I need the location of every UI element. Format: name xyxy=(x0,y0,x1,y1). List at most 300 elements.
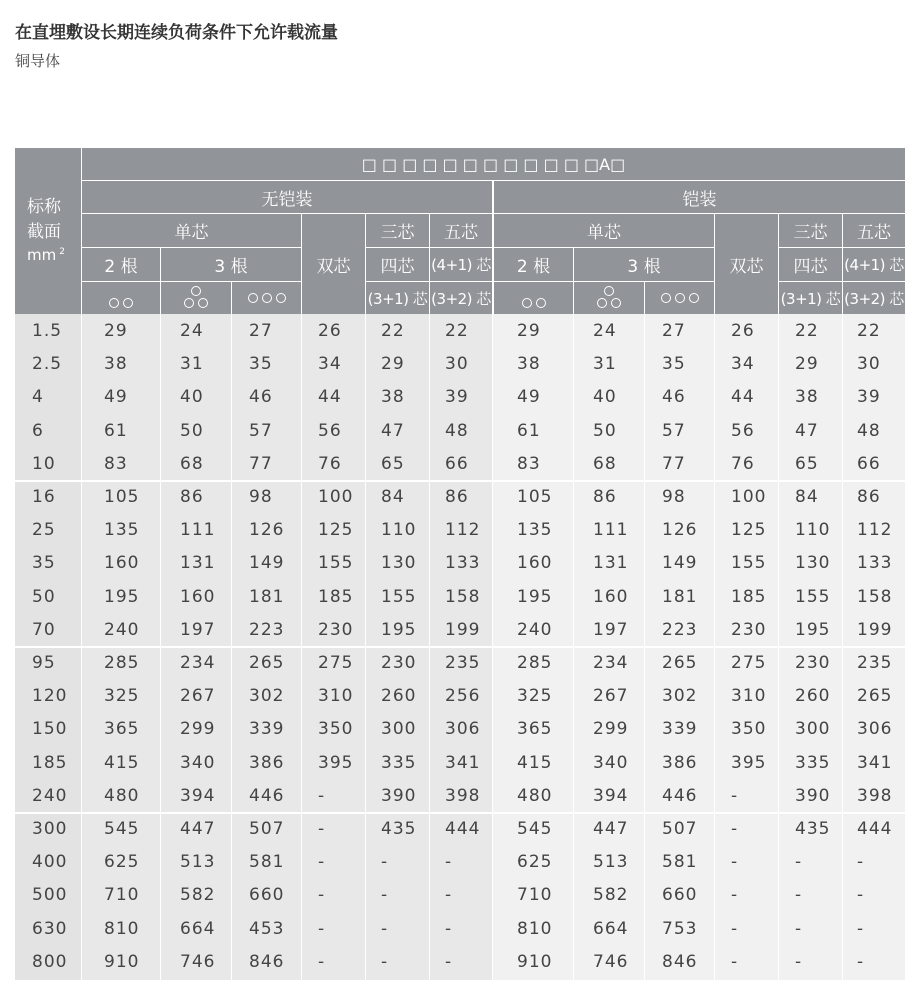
current-rating-cell: 365 xyxy=(104,719,140,740)
current-rating-cell: 197 xyxy=(180,619,216,640)
current-rating-cell: 158 xyxy=(857,586,893,607)
current-rating-cell: - xyxy=(445,885,453,906)
header-three-core-unarmored: 三芯 xyxy=(366,214,429,247)
current-rating-cell: 61 xyxy=(517,420,541,441)
current-rating-cell: 582 xyxy=(593,885,629,906)
current-rating-cell: - xyxy=(731,819,739,839)
current-rating-cell: 44 xyxy=(731,387,755,408)
current-rating-cell: 260 xyxy=(381,686,417,707)
current-rating-cell: 267 xyxy=(180,686,216,707)
current-rating-cell: 390 xyxy=(795,785,831,806)
current-rating-cell: 30 xyxy=(445,354,469,375)
header-nominal-section xyxy=(15,148,81,314)
current-rating-cell: 56 xyxy=(731,420,755,441)
current-rating-cell: 340 xyxy=(593,752,629,773)
current-rating-cell: 133 xyxy=(857,553,893,574)
current-rating-cell: - xyxy=(318,819,326,839)
header-two-cable-symbol-unarmored xyxy=(82,282,160,314)
current-rating-cell: 181 xyxy=(249,586,285,607)
current-rating-cell: 260 xyxy=(795,686,831,707)
current-rating-cell: 155 xyxy=(795,586,831,607)
current-rating-cell: 664 xyxy=(593,918,629,939)
current-rating-cell: - xyxy=(731,885,739,906)
current-rating-cell: 38 xyxy=(517,354,541,375)
current-rating-cell: 394 xyxy=(593,785,629,806)
cross-section-cell: 185 xyxy=(32,752,68,773)
current-rating-cell: 390 xyxy=(381,785,417,806)
current-rating-cell: 398 xyxy=(857,785,893,806)
current-rating-cell: 29 xyxy=(104,321,128,341)
current-rating-cell: 61 xyxy=(104,420,128,441)
current-rating-cell: 545 xyxy=(517,819,553,839)
three-circles-flat-icon xyxy=(661,293,699,303)
current-rating-cell: - xyxy=(731,918,739,939)
current-rating-cell: - xyxy=(795,951,803,972)
current-rating-cell: 398 xyxy=(445,785,481,806)
current-rating-cell: 155 xyxy=(318,553,354,574)
cross-section-cell: 240 xyxy=(32,785,68,806)
header-nominal-label-2: 截面 xyxy=(27,222,61,242)
page-subtitle: 铜导体 xyxy=(15,52,61,70)
current-rating-cell: 47 xyxy=(795,420,819,441)
current-rating-cell: 335 xyxy=(381,752,417,773)
current-rating-cell: 76 xyxy=(318,453,342,474)
current-rating-cell: 453 xyxy=(249,918,285,939)
current-rating-cell: 306 xyxy=(445,719,481,740)
current-rating-cell: - xyxy=(318,785,326,806)
current-rating-cell: 105 xyxy=(104,487,140,507)
cross-section-cell: 500 xyxy=(32,885,68,906)
current-rating-cell: 111 xyxy=(593,520,629,541)
current-rating-cell: 110 xyxy=(381,520,417,541)
current-rating-cell: 26 xyxy=(731,321,755,341)
current-rating-cell: 710 xyxy=(517,885,553,906)
header-five-core-unarmored: 五芯 xyxy=(430,214,492,247)
current-rating-cell: 300 xyxy=(381,719,417,740)
current-rating-cell: - xyxy=(857,885,865,906)
current-rating-cell: - xyxy=(795,918,803,939)
header-four-core-armored: 四芯 xyxy=(779,248,842,281)
current-rating-cell: - xyxy=(318,852,326,873)
cross-section-cell: 150 xyxy=(32,719,68,740)
current-rating-cell: 581 xyxy=(662,852,698,873)
current-rating-cell: 135 xyxy=(104,520,140,541)
current-rating-cell: 306 xyxy=(857,719,893,740)
current-rating-cell: 197 xyxy=(593,619,629,640)
current-rating-cell: 34 xyxy=(731,354,755,375)
header-four-plus-one-unarmored: (4+1) 芯 xyxy=(430,248,492,281)
current-rating-cell: 126 xyxy=(662,520,698,541)
current-rating-cell: 350 xyxy=(318,719,354,740)
header-single-core-armored: 单芯 xyxy=(494,214,714,247)
current-rating-cell: 195 xyxy=(381,619,417,640)
current-rating-cell: 100 xyxy=(731,487,767,507)
current-rating-cell: 223 xyxy=(249,619,285,640)
current-rating-cell: 513 xyxy=(180,852,216,873)
cross-section-cell: 1.5 xyxy=(32,321,63,341)
header-two-cables-armored: 2 根 xyxy=(494,248,573,281)
current-rating-cell: 386 xyxy=(249,752,285,773)
current-rating-cell: 710 xyxy=(104,885,140,906)
current-rating-cell: 98 xyxy=(662,487,686,507)
current-rating-cell: 582 xyxy=(180,885,216,906)
current-rating-cell: 38 xyxy=(795,387,819,408)
current-rating-cell: 40 xyxy=(593,387,617,408)
current-rating-cell: 68 xyxy=(593,453,617,474)
current-rating-cell: 65 xyxy=(795,453,819,474)
current-rating-cell: 84 xyxy=(381,487,405,507)
current-rating-cell: 125 xyxy=(731,520,767,541)
current-rating-cell: 77 xyxy=(662,453,686,474)
page-title: 在直埋敷设长期连续负荷条件下允许载流量 xyxy=(15,23,338,43)
current-rating-cell: 86 xyxy=(180,487,204,507)
current-rating-cell: 130 xyxy=(795,553,831,574)
current-rating-cell: 77 xyxy=(249,453,273,474)
current-rating-cell: 507 xyxy=(662,819,698,839)
current-rating-cell: 110 xyxy=(795,520,831,541)
current-rating-cell: 285 xyxy=(517,653,553,673)
trefoil-circles-icon xyxy=(589,284,629,312)
cross-section-cell: 35 xyxy=(32,553,56,574)
current-rating-cell: 65 xyxy=(381,453,405,474)
current-rating-cell: - xyxy=(318,951,326,972)
current-rating-cell: 265 xyxy=(249,653,285,673)
current-rating-cell: 38 xyxy=(381,387,405,408)
current-rating-cell: 83 xyxy=(517,453,541,474)
current-rating-cell: 160 xyxy=(593,586,629,607)
current-rating-cell: 47 xyxy=(381,420,405,441)
current-rating-cell: 660 xyxy=(249,885,285,906)
header-unarmored: 无铠装 xyxy=(82,181,492,213)
current-rating-cell: 234 xyxy=(593,653,629,673)
current-rating-cell: 31 xyxy=(180,354,204,375)
current-rating-cell: 46 xyxy=(249,387,273,408)
current-rating-cell: 256 xyxy=(445,686,481,707)
current-rating-cell: 50 xyxy=(593,420,617,441)
current-rating-cell: 325 xyxy=(104,686,140,707)
current-rating-cell: 39 xyxy=(857,387,881,408)
current-rating-cell: - xyxy=(857,918,865,939)
current-rating-cell: 235 xyxy=(445,653,481,673)
header-single-core-unarmored: 单芯 xyxy=(82,214,301,247)
cross-section-cell: 70 xyxy=(32,619,56,640)
header-flat-symbol-armored xyxy=(645,282,714,314)
header-trefoil-symbol-unarmored xyxy=(161,282,231,314)
cross-section-cell: 95 xyxy=(32,653,56,673)
current-rating-cell: 84 xyxy=(795,487,819,507)
current-rating-cell: 48 xyxy=(445,420,469,441)
current-rating-cell: 30 xyxy=(857,354,881,375)
header-three-plus-two-armored: (3+2) 芯 xyxy=(843,282,905,314)
current-rating-cell: 199 xyxy=(445,619,481,640)
current-rating-cell: 395 xyxy=(731,752,767,773)
header-three-cables-unarmored: 3 根 xyxy=(161,248,301,281)
cross-section-cell: 10 xyxy=(32,453,56,474)
current-rating-cell: - xyxy=(445,852,453,873)
current-rating-cell: 199 xyxy=(857,619,893,640)
current-rating-cell: 155 xyxy=(381,586,417,607)
current-rating-cell: 810 xyxy=(517,918,553,939)
current-rating-cell: 86 xyxy=(593,487,617,507)
current-rating-cell: 365 xyxy=(517,719,553,740)
current-rating-cell: 195 xyxy=(517,586,553,607)
current-rating-cell: 480 xyxy=(104,785,140,806)
current-rating-cell: - xyxy=(731,785,739,806)
header-three-plus-one-armored: (3+1) 芯 xyxy=(779,282,842,314)
current-rating-cell: 49 xyxy=(517,387,541,408)
header-flat-symbol-unarmored xyxy=(232,282,301,314)
header-four-plus-one-armored: (4+1) 芯 xyxy=(843,248,905,281)
current-rating-cell: 230 xyxy=(318,619,354,640)
current-rating-cell: 302 xyxy=(662,686,698,707)
current-rating-cell: 299 xyxy=(180,719,216,740)
current-rating-cell: 753 xyxy=(662,918,698,939)
current-rating-cell: 325 xyxy=(517,686,553,707)
current-rating-cell: 910 xyxy=(104,951,140,972)
current-rating-cell: 846 xyxy=(249,951,285,972)
current-rating-cell: 50 xyxy=(180,420,204,441)
current-rating-cell: 44 xyxy=(318,387,342,408)
header-two-cable-symbol-armored xyxy=(494,282,573,314)
current-rating-cell: 46 xyxy=(662,387,686,408)
cross-section-cell: 300 xyxy=(32,819,68,839)
header-three-cables-armored: 3 根 xyxy=(574,248,714,281)
current-rating-cell: 446 xyxy=(249,785,285,806)
current-rating-cell: 35 xyxy=(662,354,686,375)
current-rating-cell: 435 xyxy=(795,819,831,839)
header-four-core-unarmored: 四芯 xyxy=(366,248,429,281)
header-armored: 铠装 xyxy=(494,181,905,213)
current-rating-cell: 415 xyxy=(517,752,553,773)
current-rating-cell: 230 xyxy=(731,619,767,640)
current-rating-cell: 131 xyxy=(180,553,216,574)
current-rating-cell: - xyxy=(795,852,803,873)
cross-section-cell: 4 xyxy=(32,387,44,408)
current-rating-cell: 155 xyxy=(731,553,767,574)
current-rating-cell: 160 xyxy=(180,586,216,607)
header-three-core-armored: 三芯 xyxy=(779,214,842,247)
current-rating-cell: 275 xyxy=(731,653,767,673)
current-rating-cell: 24 xyxy=(593,321,617,341)
current-rating-cell: 112 xyxy=(857,520,893,541)
current-rating-cell: 746 xyxy=(180,951,216,972)
current-rating-cell: 125 xyxy=(318,520,354,541)
current-rating-cell: 910 xyxy=(517,951,553,972)
cross-section-cell: 6 xyxy=(32,420,44,441)
header-two-core-unarmored: 双芯 xyxy=(302,214,365,314)
current-rating-cell: 846 xyxy=(662,951,698,972)
header-three-plus-one-unarmored: (3+1) 芯 xyxy=(366,282,429,314)
current-rating-cell: - xyxy=(381,951,389,972)
row-group-divider xyxy=(15,646,905,648)
current-rating-cell: 112 xyxy=(445,520,481,541)
cross-section-cell: 16 xyxy=(32,487,56,507)
current-rating-cell: 265 xyxy=(857,686,893,707)
header-two-cables-unarmored: 2 根 xyxy=(82,248,160,281)
current-rating-cell: 76 xyxy=(731,453,755,474)
current-rating-cell: 34 xyxy=(318,354,342,375)
header-three-plus-two-unarmored: (3+2) 芯 xyxy=(430,282,492,314)
current-rating-cell: 83 xyxy=(104,453,128,474)
current-rating-cell: 160 xyxy=(104,553,140,574)
current-rating-cell: 26 xyxy=(318,321,342,341)
current-rating-cell: 131 xyxy=(593,553,629,574)
current-rating-cell: - xyxy=(318,885,326,906)
current-rating-cell: 746 xyxy=(593,951,629,972)
current-rating-cell: - xyxy=(731,951,739,972)
current-rating-cell: - xyxy=(857,951,865,972)
current-rating-cell: - xyxy=(731,852,739,873)
current-rating-cell: 447 xyxy=(593,819,629,839)
current-rating-cell: 660 xyxy=(662,885,698,906)
current-rating-cell: 185 xyxy=(731,586,767,607)
current-rating-cell: 24 xyxy=(180,321,204,341)
current-rating-cell: 22 xyxy=(795,321,819,341)
current-rating-cell: 57 xyxy=(662,420,686,441)
current-rating-cell: 39 xyxy=(445,387,469,408)
current-rating-cell: 310 xyxy=(731,686,767,707)
current-rating-cell: 27 xyxy=(249,321,273,341)
current-rating-cell: 130 xyxy=(381,553,417,574)
cross-section-cell: 800 xyxy=(32,951,68,972)
three-circles-flat-icon xyxy=(248,293,286,303)
current-rating-cell: 160 xyxy=(517,553,553,574)
current-rating-cell: 444 xyxy=(445,819,481,839)
current-rating-cell: - xyxy=(445,951,453,972)
header-two-core-armored: 双芯 xyxy=(715,214,778,314)
current-rating-cell: 480 xyxy=(517,785,553,806)
header-trefoil-symbol-armored xyxy=(574,282,644,314)
current-rating-cell: 446 xyxy=(662,785,698,806)
current-rating-cell: 513 xyxy=(593,852,629,873)
current-rating-cell: 285 xyxy=(104,653,140,673)
current-rating-cell: 545 xyxy=(104,819,140,839)
cross-section-cell: 630 xyxy=(32,918,68,939)
current-rating-cell: 48 xyxy=(857,420,881,441)
current-rating-cell: - xyxy=(857,852,865,873)
cross-section-cell: 120 xyxy=(32,686,68,707)
current-rating-cell: 223 xyxy=(662,619,698,640)
trefoil-circles-icon xyxy=(176,284,216,312)
cross-section-cell: 2.5 xyxy=(32,354,63,375)
current-rating-cell: 299 xyxy=(593,719,629,740)
cross-section-cell: 400 xyxy=(32,852,68,873)
current-rating-cell: 126 xyxy=(249,520,285,541)
current-rating-cell: 57 xyxy=(249,420,273,441)
current-rating-cell: 435 xyxy=(381,819,417,839)
current-rating-cell: 66 xyxy=(445,453,469,474)
current-rating-cell: 29 xyxy=(795,354,819,375)
current-rating-cell: 339 xyxy=(662,719,698,740)
current-rating-cell: 68 xyxy=(180,453,204,474)
header-five-core-armored: 五芯 xyxy=(843,214,905,247)
current-rating-cell: 29 xyxy=(517,321,541,341)
current-rating-cell: 625 xyxy=(104,852,140,873)
header-nominal-label-1: 标称 xyxy=(27,197,61,217)
current-rating-cell: - xyxy=(381,918,389,939)
current-rating-cell: 395 xyxy=(318,752,354,773)
current-rating-cell: 29 xyxy=(381,354,405,375)
current-rating-cell: 135 xyxy=(517,520,553,541)
current-rating-cell: 581 xyxy=(249,852,285,873)
header-unit: mm $^2$ xyxy=(27,246,65,264)
current-rating-cell: 240 xyxy=(517,619,553,640)
current-rating-cell: 100 xyxy=(318,487,354,507)
current-rating-cell: 35 xyxy=(249,354,273,375)
current-rating-cell: 265 xyxy=(662,653,698,673)
current-rating-cell: 22 xyxy=(381,321,405,341)
current-rating-cell: 49 xyxy=(104,387,128,408)
current-rating-cell: - xyxy=(445,918,453,939)
current-rating-cell: 335 xyxy=(795,752,831,773)
current-rating-cell: 275 xyxy=(318,653,354,673)
current-rating-cell: 447 xyxy=(180,819,216,839)
current-rating-cell: 195 xyxy=(795,619,831,640)
current-rating-cell: - xyxy=(795,885,803,906)
current-rating-cell: 27 xyxy=(662,321,686,341)
current-rating-cell: 444 xyxy=(857,819,893,839)
current-rating-cell: 386 xyxy=(662,752,698,773)
current-rating-cell: 149 xyxy=(249,553,285,574)
current-rating-cell: 105 xyxy=(517,487,553,507)
current-rating-cell: 31 xyxy=(593,354,617,375)
current-rating-cell: 181 xyxy=(662,586,698,607)
current-rating-cell: - xyxy=(381,885,389,906)
current-rating-cell: 133 xyxy=(445,553,481,574)
current-rating-cell: 56 xyxy=(318,420,342,441)
current-rating-cell: 310 xyxy=(318,686,354,707)
current-rating-cell: 302 xyxy=(249,686,285,707)
current-rating-cell: 240 xyxy=(104,619,140,640)
cross-section-cell: 50 xyxy=(32,586,56,607)
current-rating-cell: 22 xyxy=(445,321,469,341)
current-rating-cell: 300 xyxy=(795,719,831,740)
current-rating-cell: 158 xyxy=(445,586,481,607)
current-rating-cell: 810 xyxy=(104,918,140,939)
current-rating-cell: 66 xyxy=(857,453,881,474)
current-rating-cell: 350 xyxy=(731,719,767,740)
two-circles-icon xyxy=(109,298,133,308)
current-rating-cell: 267 xyxy=(593,686,629,707)
current-rating-cell: 86 xyxy=(857,487,881,507)
cross-section-cell: 25 xyxy=(32,520,56,541)
row-group-divider xyxy=(15,480,905,482)
current-rating-cell: 111 xyxy=(180,520,216,541)
current-rating-cell: 339 xyxy=(249,719,285,740)
current-rating-cell: 341 xyxy=(445,752,481,773)
current-rating-cell: 230 xyxy=(381,653,417,673)
current-rating-cell: 22 xyxy=(857,321,881,341)
current-rating-cell: 230 xyxy=(795,653,831,673)
current-rating-cell: - xyxy=(318,918,326,939)
current-rating-cell: 235 xyxy=(857,653,893,673)
header-current-rating: □ □ □ □ □ □ □ □ □ □ □ □A□ xyxy=(82,148,905,180)
current-rating-cell: 40 xyxy=(180,387,204,408)
current-rating-cell: 394 xyxy=(180,785,216,806)
current-rating-cell: 415 xyxy=(104,752,140,773)
two-circles-icon xyxy=(522,298,546,308)
current-rating-cell: 86 xyxy=(445,487,469,507)
current-rating-cell: 195 xyxy=(104,586,140,607)
current-rating-cell: 234 xyxy=(180,653,216,673)
row-group-divider xyxy=(15,812,905,814)
current-rating-cell: 507 xyxy=(249,819,285,839)
current-rating-cell: 625 xyxy=(517,852,553,873)
current-rating-cell: 340 xyxy=(180,752,216,773)
current-rating-cell: 149 xyxy=(662,553,698,574)
current-rating-cell: 664 xyxy=(180,918,216,939)
current-rating-cell: 185 xyxy=(318,586,354,607)
